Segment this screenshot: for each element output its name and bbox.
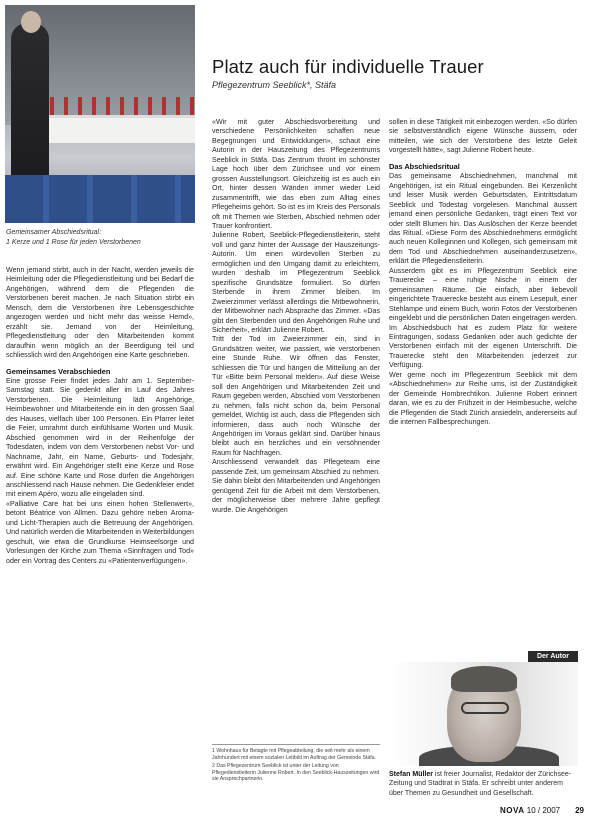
column-3 — [389, 118, 577, 428]
author-description: ist freier Journalist, Redaktor der Zürichsee-Zeitung und Stadtrat in Stäfa. Er schreibt unter anderem über Themen zu Gesundheit und Gesellschaft. — [389, 771, 572, 797]
paragraph: «Wir mit guter Abschiedsvorbereitung und verschiedene Persönlichkeiten schaffen neue Begegnungen und Entwicklungen», schaut eine Autorin in der Hauszeitung des Pflegezentrums Seeblick in Stäfa. Das Zentrum thront im schönster Lage hoch über dem Zürichsee und vor einem grossen Ausstellungsort. Gleichzeitig ist es auch ein Ort, hinter dessen Wänden immer wieder Leid zusammentrifft, wie das eben zum Alltag eines Pflegeheims gehört. So ist es im Kreis des Personals oft mit Themen wie Sterben, Abschied nehmen oder Trauer konfrontiert. — [212, 118, 380, 230]
standing-person — [11, 23, 49, 183]
author-photo — [389, 662, 578, 766]
footnote: 2 Das Pflegezentrum Seeblick ist unter der Leitung von Pflegedienstleiterin Julienne Robert. In den Seeblick-Hauszeitungen wird sie Ansprechpartnerin. — [212, 763, 380, 782]
footnotes — [212, 744, 380, 785]
blue-chairs — [5, 175, 195, 223]
paragraph: Das gemeinsame Abschiednehmen, manchmal mit Angehörigen, ist ein Ritual eingebunden. Bei Kerzenlicht und leiser Musik werden Geburtsdaten, Eintrittsdatum Seeblick und Todestag vorgelesen. Manchmal äussert jemand einen persönliche Gedanken, trägt einen Text vor oder stellt Blumen hin. Das Auslöschen der Kerze beendet das Ritual. «Diese Form des Abschiednehmens ermöglicht auch neuen Kolleginnen und Kollegen, sich gemeinsam mit dem Tod und Abschiednehmen auseinanderzusetzen», erklärt die Pflegedienstleiterin. — [389, 172, 577, 266]
article-subtitle: Pflegezentrum Seeblick*, Stäfa — [212, 80, 337, 90]
article-title: Platz auch für individuelle Trauer — [212, 56, 484, 77]
column-1 — [6, 266, 194, 566]
section-heading: Gemeinsames Verabschieden — [6, 366, 111, 376]
photo-caption: Gemeinsamer Abschiedsritual: 1 Kerze und 1 Rose für jeden Verstorbenen — [6, 229, 141, 246]
magazine-name: NOVA — [500, 806, 525, 815]
author-bio — [389, 770, 578, 798]
paragraph: Eine grosse Feier findet jedes Jahr am 1. September-Samstag statt. Sie gedenkt aller im Lauf des Jahres Verstorbenen. Die Heimleitung lädt Angehörige, Heimbewohner und Mitarbeitende ein in den grossen Saal des Hauses, vielfach über 100 Personen. Ein Pfarrer leitet die Feier, umrahmt durch einfühlsame Worten und Musik. Abschied genommen wird in der Reihenfolge der Todesdaten, indem von dem Verstorbenen nebst Vor- und Nachname, Jahr, ein Name, Geburts- und Todesjahr, erwähnt wird. Ein Angehöriger stellt eine Kerze und Rose auf. Eine schöne Karte und Rose dürfen die Angehörigen anschliessend nach Hause nehmen. Die Gedenkfeier endet mit einem Apéro, wozu alle eingeladen sind. — [6, 376, 194, 499]
section-heading: Das Abschiedsritual — [389, 161, 460, 171]
issue-number: 10 / 2007 — [526, 806, 561, 815]
paragraph: Ausserdem gibt es im Pflegezentrum Seeblick eine Trauerecke – eine ruhige Nische in einem der gemeinsamen Räume. Die einfach, aber liebevoll eingerichtete Trauerecke besteht aus einem Lesepult, einer Stehlampe und einem Buch, worin Fotos der Verstorbenen eingeklebt und die persönlichen Daten eingetragen werden. Im Abschiedsbuch hat es zudem Platz für weitere Eintragungen, sodass Gedanken oder auch gedichte der Verstorbenen einfach mit der eigenen Unterschrift. Die Trauerecke steht den Mitarbeitenden jederzeit zur Verfügung. — [389, 266, 577, 370]
author-name: Stefan Müller — [389, 771, 433, 778]
page-footer — [500, 806, 584, 815]
memorial-photo — [5, 5, 195, 223]
footnote: 1 Wohnhaus für Betagte mit Pflegeabteilung, die seit mehr als einem Jahrhundert mit einem sozialen Leitbild im Auftrag der Gemeinde Stäfa. — [212, 748, 377, 761]
paragraph: Wer gerne noch im Pflegezentrum Seeblick mit dem «Abschiednehmen» zur Reihe ums, ist der Zuständigkeit der Gemeinde Hombrechtikon. Julienne Robert erinnert daran, wie es zu der Frühzeit in der Heimbesuche, welche die Pflegenden die Stadt Zürich ansiedeln, andererseits auf die internen Fallbesprechungen. — [389, 370, 577, 427]
paragraph: sollen in diese Tätigkeit mit einbezogen werden. «So dürfen sie selbstverständlich eigene Wünsche äussern, oder mitteilen, wie sich der Verstorbene des letzte Geleit vorgestellt hätte», sagt Julienne Robert heute. — [389, 118, 577, 155]
column-2 — [212, 118, 380, 515]
paragraph: «Palliative Care hat bei uns einen hohen Stellenwert», betont Béatrice von Allmen. Dazu gehöre neben Aroma- und Licht-Therapien auch die Betreuung der Angehörigen. Und natürlich werden die Mitarbeitenden in Weiterbildungen geschult, wie etwa die Grundkurse Heimseelsorge und Vorlesungen der Kirche zum Thema «Sinnfragen und Tod» oder ein Vortrag des Centers zu «Patientenverfügungen». — [6, 499, 194, 565]
paragraph: Julienne Robert, Seeblick-Pflegedienstleiterin, steht voll und ganz hinter der Aussage der Hauszeitungs-Autorin. Um einen würdevollen Sterben zu ermöglichen und den Umgang damit zu erleichtern, wurden deshalb im Pflegezentrum Seeblick spezifische Grundsätze formuliert. So dürfen Sterbende in ihrem Zimmer bleiben. Im Zweierzimmer verlässt allerdings die Mitbewohnerin, der Mitbewohner nach Absprache das Zimmer. «Das gibt den Sterbenden und den Angehörigen Ruhe und Sicherheit», erklärt Julienne Robert. — [212, 231, 380, 334]
paragraph: Anschliessend verwandelt das Pflegeteam eine passende Zeit, um gemeinsam Abschied zu nehmen. Sie dahin bleibt den Mitarbeitenden und Angehörigen genügend Zeit für die Arbeit mit dem Verstorbenen, der möglicherweise über mehrere Jahre gepflegt wurde. Die Angehörigen — [212, 458, 380, 514]
author-label: Der Autor — [528, 651, 578, 662]
page-number: 29 — [575, 806, 584, 815]
paragraph: Tritt der Tod im Zweierzimmer ein, sind in Grundsätzen weiter, wie passiert, wie verstorbenen eine Stunde Ruhe. Wir öffnen das Fenster, schliessen die Tür und hängen die Mitteilung an der Tür «Bitte beim Personal melden». Auf diese Weise soll den Angehörigen und Mitarbeitenden Zeit und Raum gegeben werden, Abschied vom Verstorbenen zu nehmen, falls nicht schon da, beim Personal gemeldet, Wichtig ist auch, dass die Pflegenden sich informieren, dass auch noch Wünsche der Angehörigen im Voraus geklärt sind. Darüber hinaus bleibt auch ein herzliches und ein versöhnender Raum für Nachfragen. — [212, 335, 380, 457]
paragraph: Wenn jemand stirbt, auch in der Nacht, werden jeweils die Heimleitung oder die Pflegedienstleitung und bei Bedarf die Angehörigen, während dem die Pflegenden die Verstorbenen bereit machen. Je nach Situation stirbt ein Mensch, dem die Verstorbenen ihre Lebensgeschichte angezogen werden und nicht mehr das weisse Hemd», erzählt sie. Jemand von der Heimleitung, Pflegedienstleitung oder den Mitarbeitenden kommt daraufhin wenn möglich an der Beerdigung teil und schliesslich wird den Angehörigen eine Karte geschrieben. — [6, 266, 194, 360]
